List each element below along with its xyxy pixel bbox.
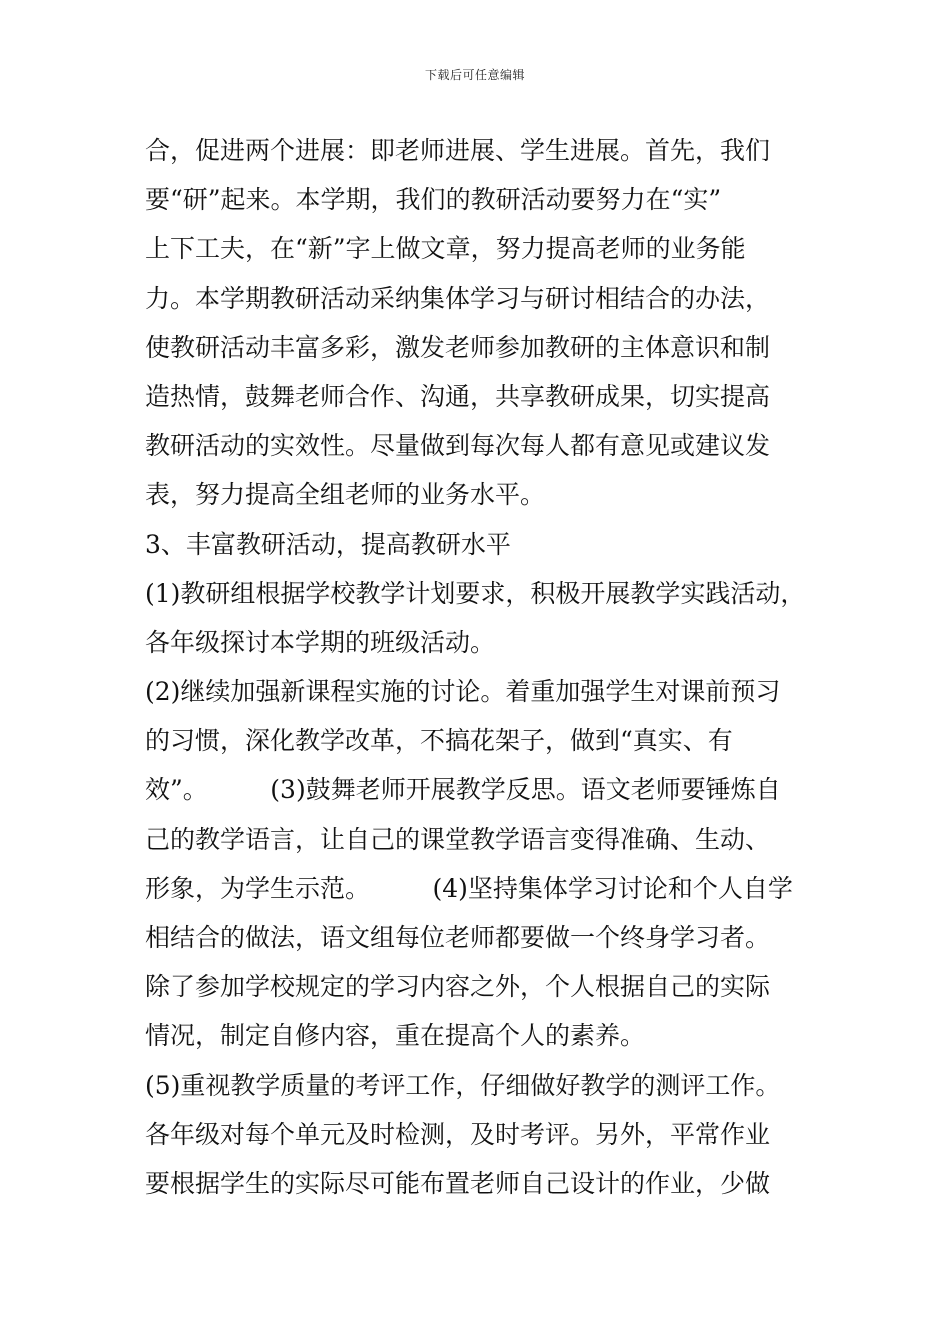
body-text-line: (5)重视教学质量的考评工作，仔细做好教学的测评工作。 — [145, 1070, 781, 1100]
body-text-line: 使教研活动丰富多彩，激发老师参加教研的主体意识和制 — [145, 332, 771, 362]
section-heading: 3、丰富教研活动，提高教研水平 — [145, 529, 511, 559]
body-text-line: 各年级探讨本学期的班级活动。 — [145, 627, 496, 657]
body-text-line: 效”。 (3)鼓舞老师开展教学反思。语文老师要锤炼自 — [145, 775, 781, 805]
body-text-line: 表，努力提高全组老师的业务水平。 — [145, 480, 546, 510]
body-text-line: 己的教学语言，让自己的课堂教学语言变得准确、生动、 — [145, 824, 771, 854]
body-text-line: 相结合的做法，语文组每位老师都要做一个终身学习者。 — [145, 923, 771, 952]
body-text-line: 教研活动的实效性。尽量做到每次每人都有意见或建议发 — [145, 431, 771, 461]
body-text-line: 除了参加学校规定的学习内容之外，个人根据自己的实际 — [145, 972, 771, 1002]
body-text-line: 合，促进两个进展：即老师进展、学生进展。首先，我们 — [145, 136, 771, 165]
body-text-line: (2)继续加强新课程实施的讨论。着重加强学生对课前预习 — [145, 677, 781, 707]
page-header-note: 下载后可任意编辑 — [424, 68, 525, 82]
body-text-line: 上下工夫，在“新”字上做文章，努力提高老师的业务能 — [145, 234, 746, 264]
body-text-line: 造热情，鼓舞老师合作、沟通，共享教研成果，切实提高 — [145, 381, 771, 411]
body-text-line: 要根据学生的实际尽可能布置老师自己设计的作业，少做 — [145, 1168, 771, 1198]
body-text-line: 要“研”起来。本学期，我们的教研活动要努力在“实” — [145, 185, 722, 215]
body-text-line: 力。本学期教研活动采纳集体学习与研讨相结合的办法， — [145, 283, 771, 313]
body-text-line: 的习惯，深化教学改革，不搞花架子，做到“真实、有 — [145, 726, 733, 756]
body-text-line: 情况，制定自修内容，重在提高个人的素养。 — [145, 1021, 646, 1051]
document-body — [145, 126, 825, 1208]
body-text-line: 各年级对每个单元及时检测，及时考评。另外，平常作业 — [145, 1119, 771, 1149]
body-text-line: (1)教研组根据学校教学计划要求，积极开展教学实践活动， — [145, 578, 806, 608]
body-text-line: 形象，为学生示范。 (4)坚持集体学习讨论和个人自学 — [145, 873, 793, 903]
